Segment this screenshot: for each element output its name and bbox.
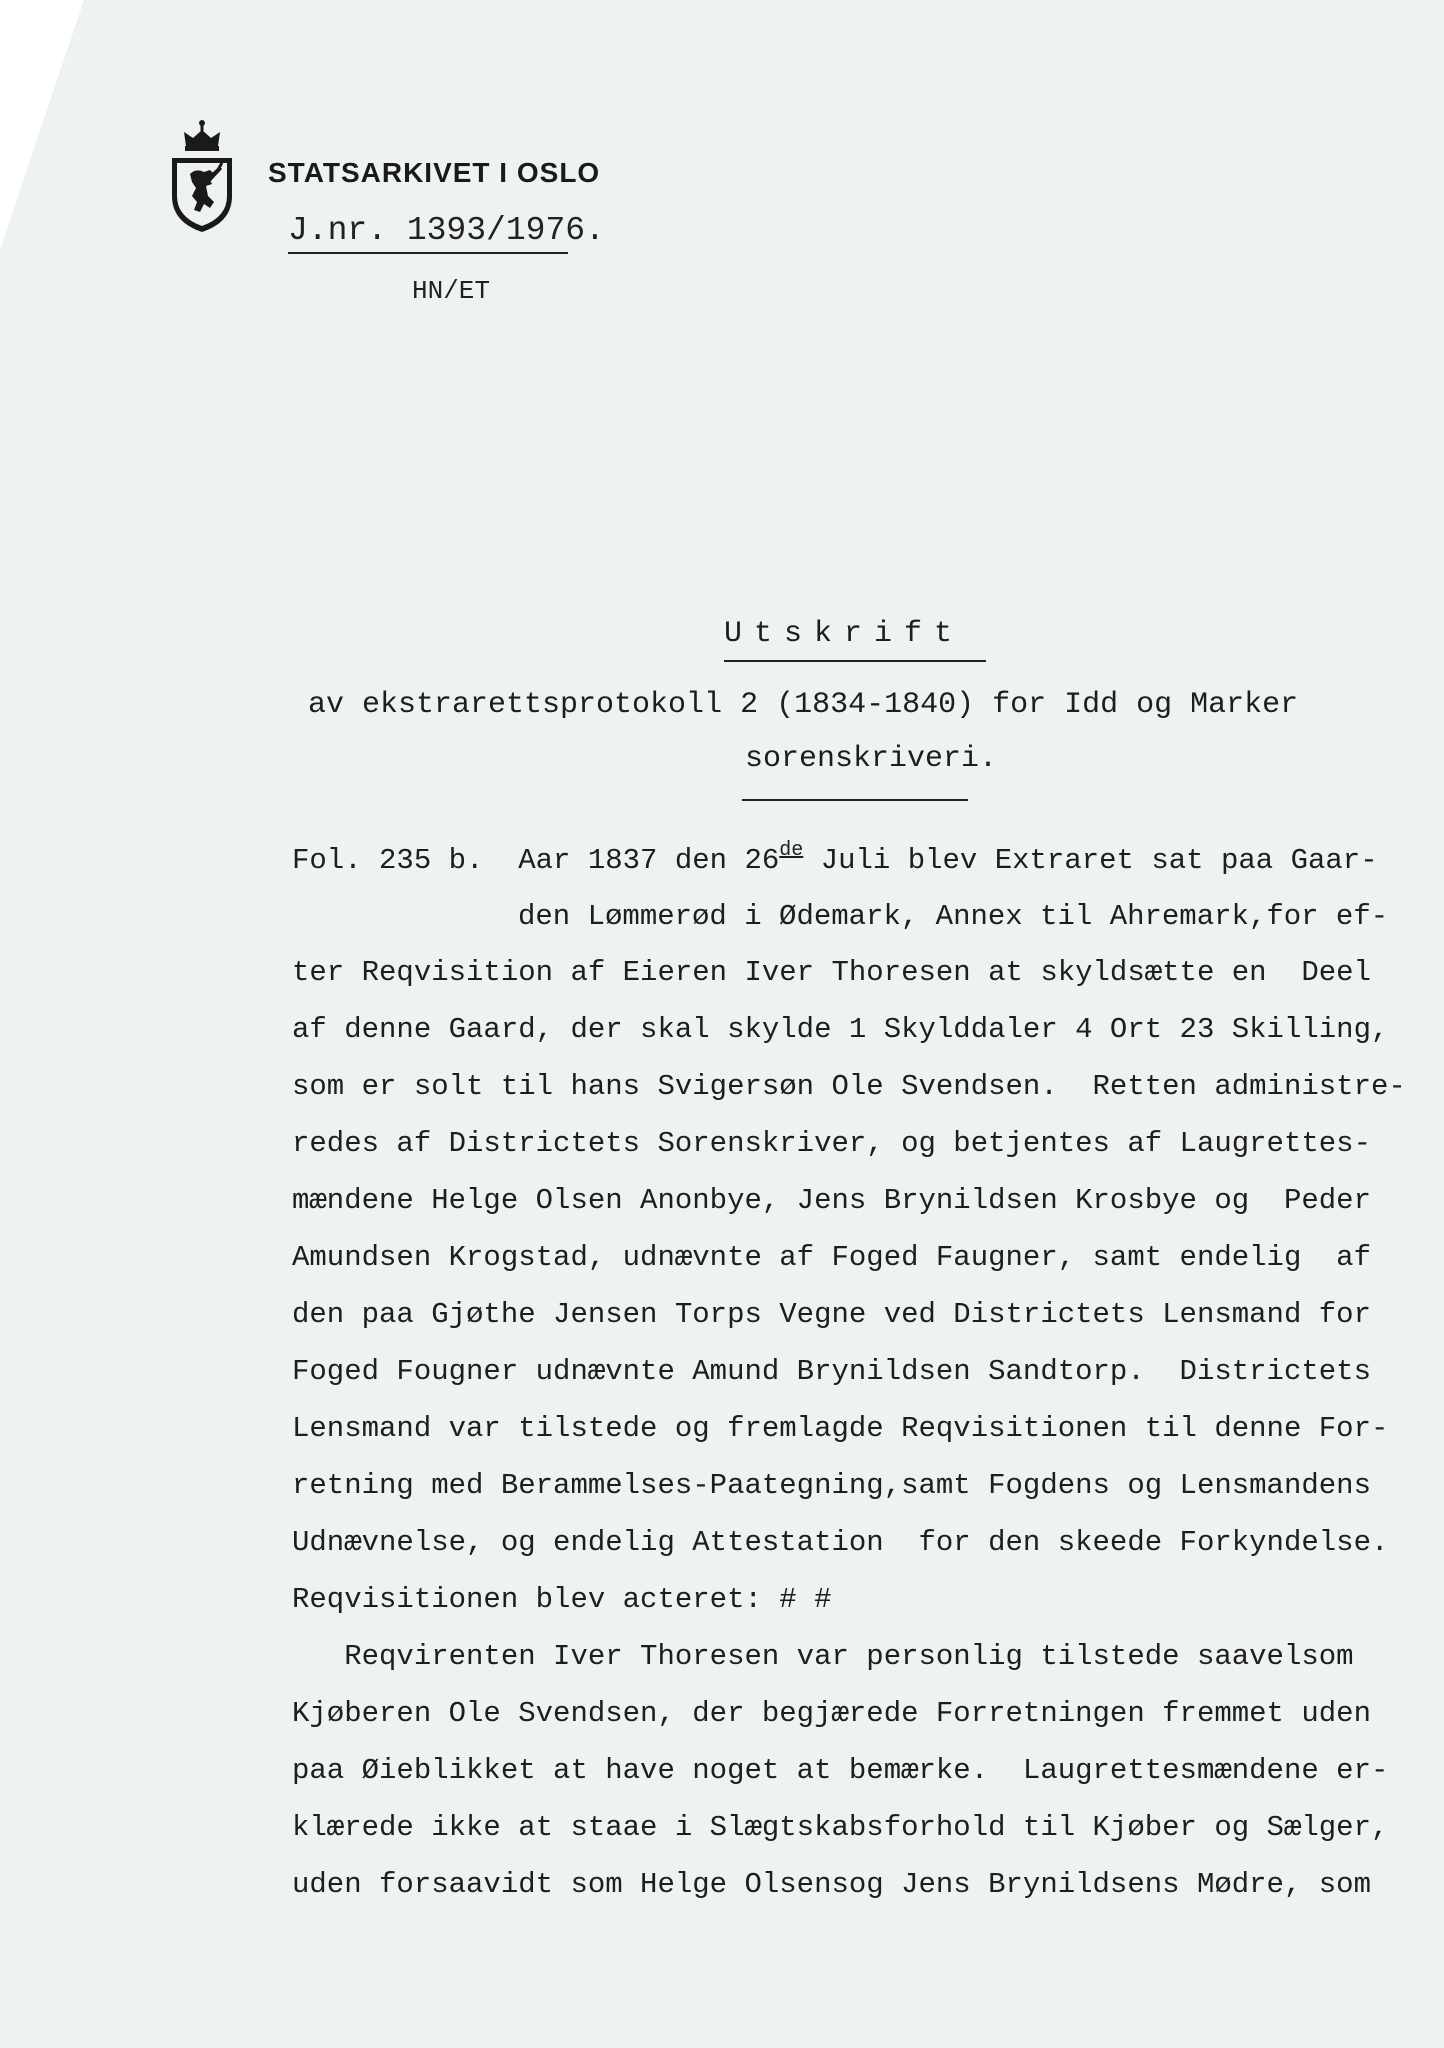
subtitle-line-2: sorenskriveri. bbox=[745, 742, 998, 776]
initials: HN/ET bbox=[412, 276, 491, 306]
body-line-19: uden forsaavidt som Helge Olsensog Jens Brynildsens Mødre, som bbox=[292, 1868, 1371, 1901]
body-line-5: som er solt til hans Svigersøn Ole Svendsen. Retten administre- bbox=[292, 1070, 1406, 1103]
body-line-2: den Lømmerød i Ødemark, Annex til Ahremark,for ef- bbox=[518, 900, 1389, 933]
body-line-6: redes af Districtets Sorenskriver, og betjentes af Laugrettes- bbox=[292, 1127, 1371, 1160]
body-line-3: ter Reqvisition af Eieren Iver Thoresen at skyldsætte en Deel bbox=[292, 956, 1371, 989]
body-line-4: af denne Gaard, der skal skylde 1 Skylddaler 4 Ort 23 Skilling, bbox=[292, 1013, 1389, 1046]
body-line-16: Kjøberen Ole Svendsen, der begjærede Forretningen fremmet uden bbox=[292, 1697, 1371, 1730]
body-line-9: den paa Gjøthe Jensen Torps Vegne ved Districtets Lensmand for bbox=[292, 1298, 1371, 1331]
body-line-13: Udnævnelse, og endelig Attestation for den skeede Forkyndelse. bbox=[292, 1526, 1389, 1559]
body-line-1 bbox=[292, 839, 1378, 877]
journal-number: J.nr. 1393/1976. bbox=[288, 212, 605, 249]
body-line-1-end: Juli blev Extraret sat paa Gaar- bbox=[803, 844, 1378, 877]
body-line-14: Reqvisitionen blev acteret: # # bbox=[292, 1583, 832, 1616]
archive-name: STATSARKIVET I OSLO bbox=[268, 157, 601, 188]
subtitle-underline bbox=[742, 799, 968, 801]
body-line-18: klærede ikke at staae i Slægtskabsforhold til Kjøber og Sælger, bbox=[292, 1811, 1389, 1844]
body-line-12: retning med Berammelses-Paategning,samt Fogdens og Lensmandens bbox=[292, 1469, 1371, 1502]
body-line-8: Amundsen Krogstad, udnævnte af Foged Faugner, samt endelig af bbox=[292, 1241, 1371, 1274]
body-line-11: Lensmand var tilstede og fremlagde Reqvisitionen til denne For- bbox=[292, 1412, 1389, 1445]
body-line-10: Foged Fougner udnævnte Amund Brynildsen Sandtorp. Districtets bbox=[292, 1355, 1371, 1388]
subtitle-line-1: av ekstrarettsprotokoll 2 (1834-1840) for Idd og Marker bbox=[308, 688, 1299, 722]
body-line-15: Reqvirenten Iver Thoresen var personlig tilstede saavelsom bbox=[292, 1640, 1354, 1673]
title-underline bbox=[724, 660, 986, 662]
journal-number-underline bbox=[288, 252, 568, 254]
ordinal-suffix: de bbox=[779, 839, 804, 862]
body-line-17: paa Øieblikket at have noget at bemærke. Laugrettesmændene er- bbox=[292, 1754, 1389, 1787]
coat-of-arms-logo bbox=[166, 118, 238, 234]
body-line-1-start: Fol. 235 b. Aar 1837 den 26 bbox=[292, 844, 780, 877]
body-line-7: mændene Helge Olsen Anonbye, Jens Brynildsen Krosbye og Peder bbox=[292, 1184, 1371, 1217]
document-title: Utskrift bbox=[724, 617, 965, 651]
